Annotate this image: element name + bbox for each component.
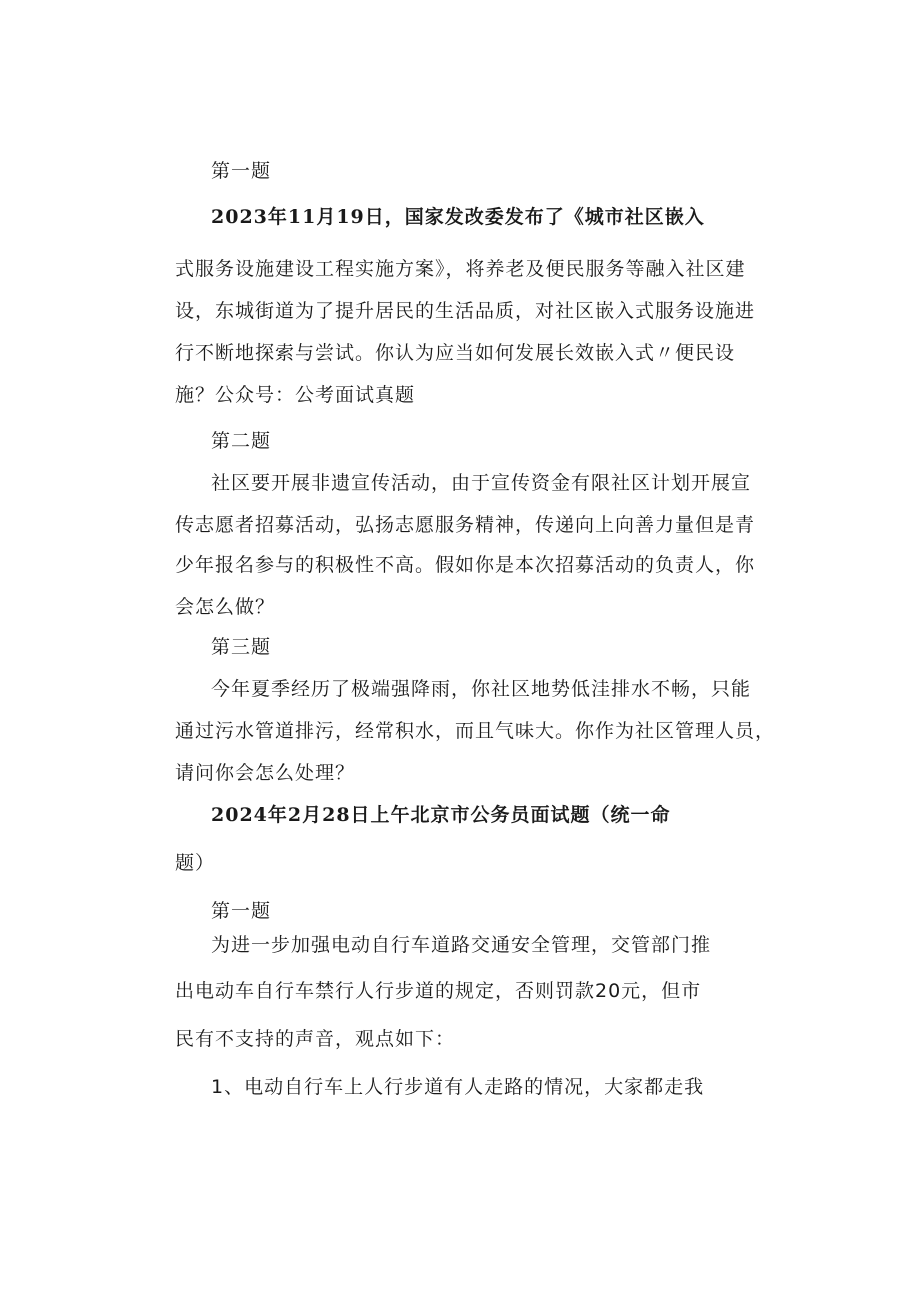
question-1-line-5: 施？公众号：公考面试真题: [175, 384, 416, 406]
question-3-heading: 第三题: [211, 636, 272, 658]
section-2-title-line-2: 题）: [175, 852, 216, 874]
section-2-title-line-1: 2024年2月28日上午北京市公务员面试题（统一命: [211, 804, 671, 826]
question-3-line-3: 请问你会怎么处理？: [175, 762, 356, 784]
question-3-line-2: 通过污水管道排污，经常积水，而且气味大。你作为社区管理人员，: [175, 720, 776, 742]
question-2-line-3: 少年报名参与的积极性不高。假如你是本次招募活动的负责人，你: [175, 554, 756, 576]
section-2-question-1-line-1: 为进一步加强电动自行车道路交通安全管理，交管部门推: [211, 934, 712, 956]
question-1-line-4: 行不断地探索与尝试。你认为应当如何发展长效嵌入式〃便民设: [175, 342, 736, 364]
question-2-line-4: 会怎么做？: [175, 596, 276, 618]
section-2-question-1-line-3: 民有不支持的声音，观点如下：: [175, 1028, 456, 1050]
section-2-question-1-line-4: 1、电动自行车上人行步道有人走路的情况，大家都走我: [211, 1076, 705, 1098]
question-1-heading: 第一题: [211, 160, 272, 182]
question-1-line-2: 式服务设施建设工程实施方案》，将养老及便民服务等融入社区建: [175, 258, 746, 280]
section-2-question-1-line-2: 出电动车自行车禁行人行步道的规定，否则罚款20元，但市: [175, 980, 702, 1002]
question-2-line-1: 社区要开展非遗宣传活动，由于宣传资金有限社区计划开展宣: [211, 472, 752, 494]
question-2-heading: 第二题: [211, 430, 272, 452]
question-2-line-2: 传志愿者招募活动，弘扬志愿服务精神，传递向上向善力量但是青: [175, 514, 756, 536]
question-1-line-1: 2023年11月19日，国家发改委发布了《城市社区嵌入: [211, 206, 705, 228]
question-1-line-3: 设，东城街道为了提升居民的生活品质，对社区嵌入式服务设施进: [175, 300, 756, 322]
section-2-question-1-heading: 第一题: [211, 900, 272, 922]
question-3-line-1: 今年夏季经历了极端强降雨，你社区地势低洼排水不畅，只能: [211, 678, 752, 700]
